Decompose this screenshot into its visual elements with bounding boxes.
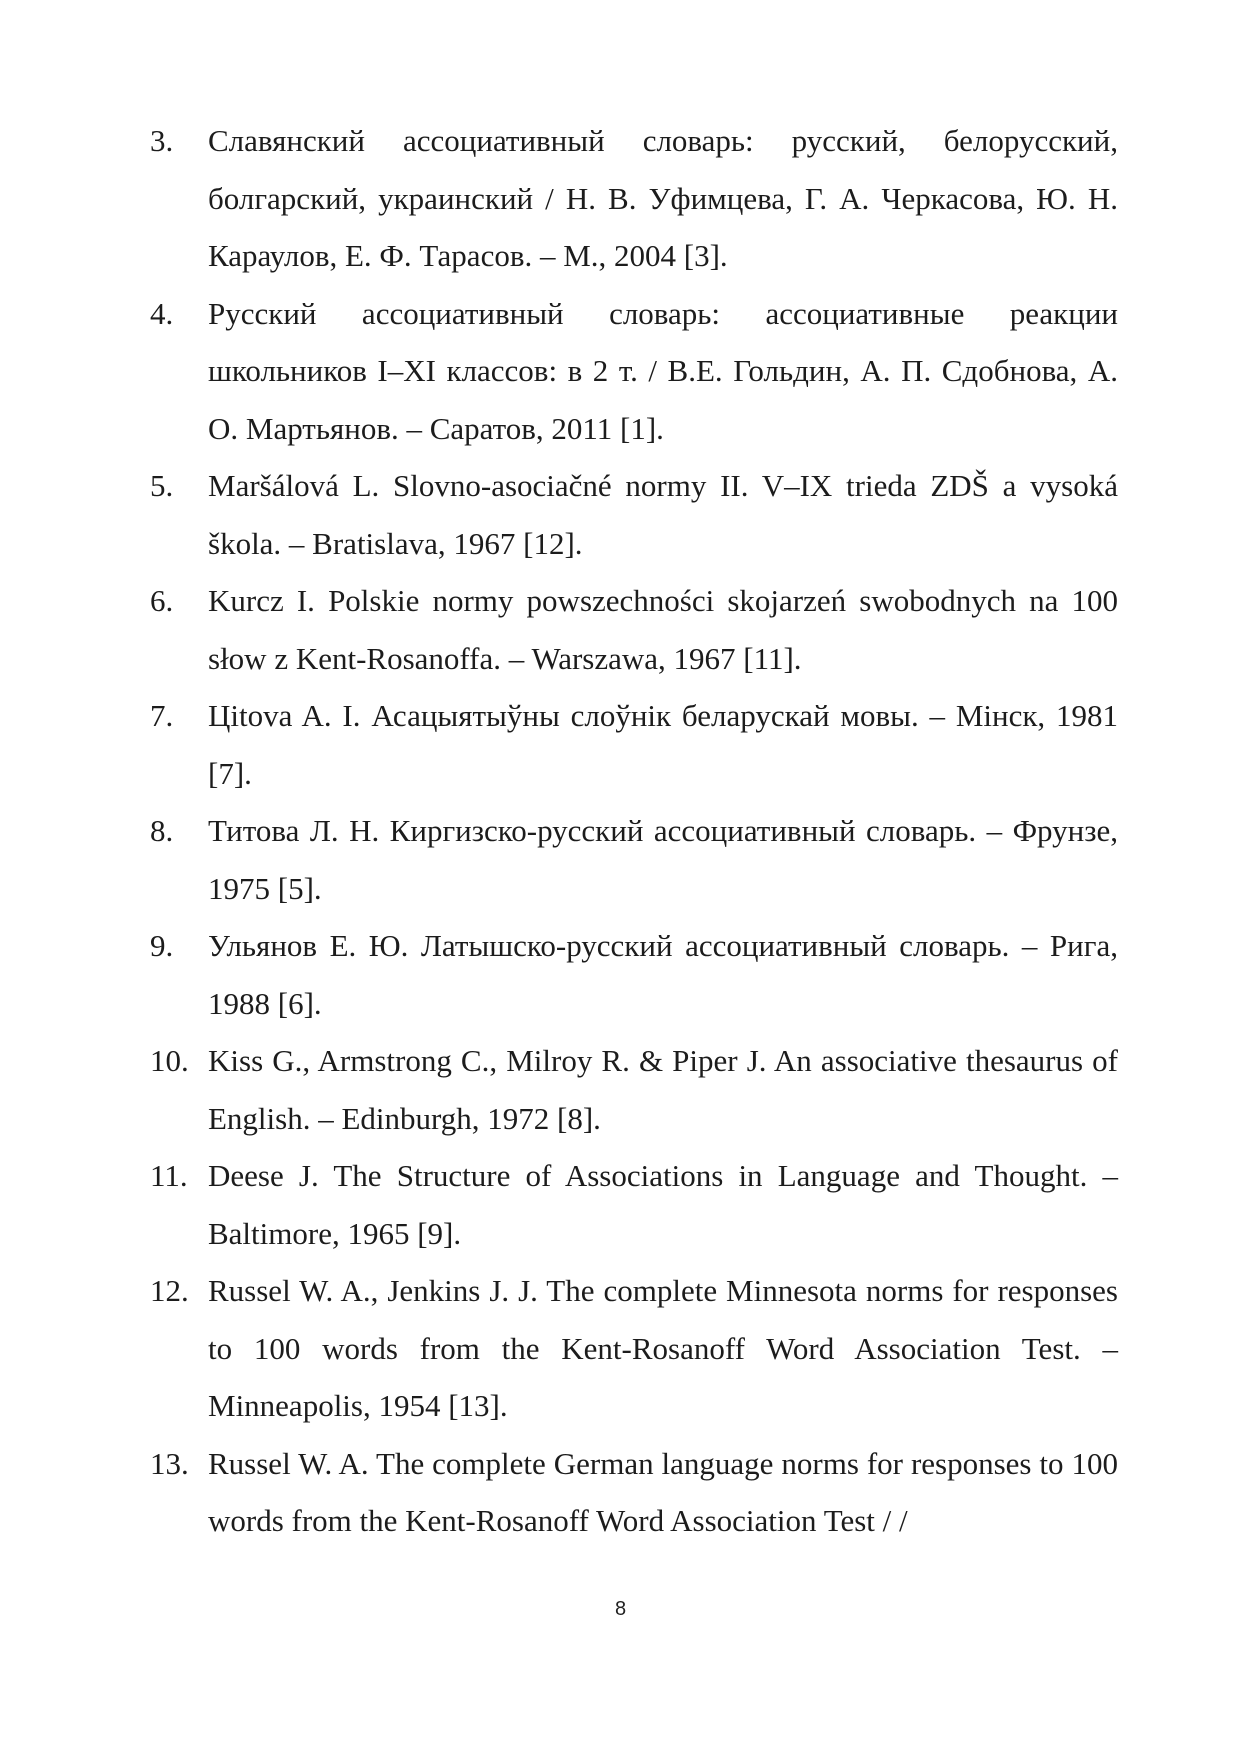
reference-text: Русский ассоциативный словарь: ассоциативные реакции школьников I–XI классов: в 2 т. / В.Е. Гольдин, А. П. Сдобнова, А. О. Мартьянов. – Саратов, 2011 [1]. [208, 295, 1118, 446]
reference-item [150, 687, 1118, 802]
reference-item [150, 1147, 1118, 1262]
reference-number: 10. [150, 1043, 189, 1078]
reference-item [150, 1435, 1118, 1550]
reference-item [150, 1032, 1118, 1147]
reference-number: 3. [150, 123, 174, 158]
reference-item [150, 285, 1118, 458]
reference-list [150, 112, 1118, 1550]
reference-text: Russel W. A., Jenkins J. J. The complete Minnesota norms for responses to 100 words from the Kent-Rosanoff Word Association Test. – Minneapolis, 1954 [13]. [208, 1273, 1118, 1423]
reference-number: 5. [150, 468, 174, 503]
reference-text: Kurcz I. Polskie normy powszechności skojarzeń swobodnych na 100 słow z Kent-Rosanoffa. – Warszawa, 1967 [11]. [208, 583, 1118, 676]
reference-text: Russel W. A. The complete German language norms for responses to 100 words from the Kent-Rosanoff Word Association Test / / [208, 1445, 1118, 1538]
reference-text: Славянский ассоциативный словарь: русский, белорусский, болгарский, украинский / Н. В. Уфимцева, Г. А. Черкасова, Ю. Н. Караулов, Е. Ф. Тарасов. – М., 2004 [3]. [208, 123, 1118, 273]
reference-text: Maršálová L. Slovno-asociačné normy II. V–IX trieda ZDŠ a vysoká škola. – Bratislava, 1967 [12]. [208, 468, 1118, 561]
reference-text: Deese J. The Structure of Associations in Language and Thought. – Baltimore, 1965 [9]. [208, 1158, 1118, 1251]
reference-item [150, 802, 1118, 917]
reference-item [150, 457, 1118, 572]
reference-number: 7. [150, 698, 174, 733]
reference-text: Kiss G., Armstrong C., Milroy R. & Piper J. An associative thesaurus of English. – Edinburgh, 1972 [8]. [208, 1043, 1118, 1136]
reference-number: 13. [150, 1445, 189, 1481]
reference-item [150, 572, 1118, 687]
reference-item [150, 112, 1118, 285]
reference-number: 11. [150, 1158, 188, 1193]
reference-text: Титова Л. Н. Киргизско-русский ассоциативный словарь. – Фрунзе, 1975 [5]. [208, 813, 1118, 906]
reference-number: 4. [150, 295, 174, 331]
reference-number: 9. [150, 928, 174, 963]
page-number: 8 [614, 1598, 627, 1620]
reference-text: Цitova A. I. Асацыятыўны слоўнік беларускай мовы. – Мінск, 1981 [7]. [208, 698, 1118, 791]
reference-text: Ульянов Е. Ю. Латышско-русский ассоциативный словарь. – Рига, 1988 [6]. [208, 928, 1118, 1021]
reference-item [150, 917, 1118, 1032]
reference-number: 12. [150, 1273, 189, 1308]
reference-item [150, 1262, 1118, 1435]
reference-number: 8. [150, 813, 174, 848]
reference-number: 6. [150, 583, 174, 618]
